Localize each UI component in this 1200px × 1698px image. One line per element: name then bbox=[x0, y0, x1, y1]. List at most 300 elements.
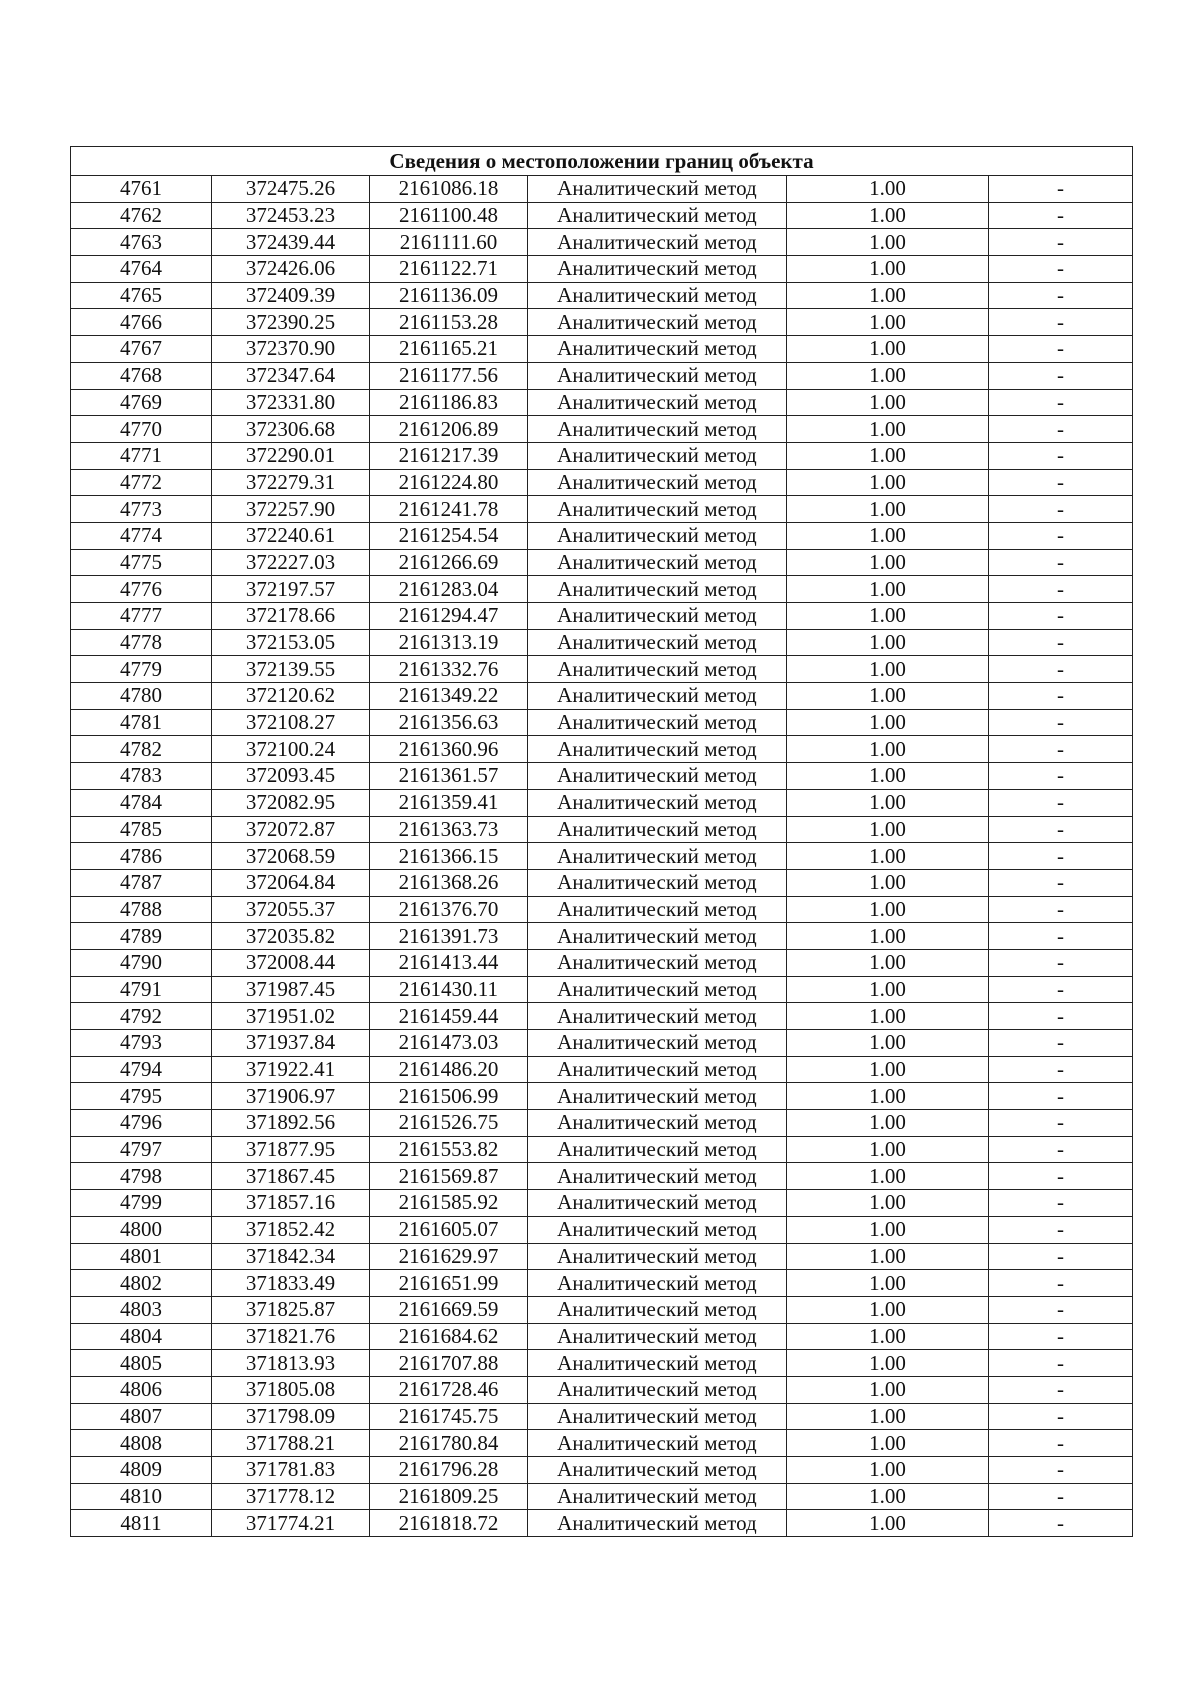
method-cell: Аналитический метод bbox=[528, 496, 787, 523]
x-coordinate-cell: 371825.87 bbox=[212, 1296, 370, 1323]
x-coordinate-cell: 372390.25 bbox=[212, 309, 370, 336]
accuracy-cell: 1.00 bbox=[787, 1296, 989, 1323]
x-coordinate-cell: 371922.41 bbox=[212, 1056, 370, 1083]
x-coordinate-cell: 372453.23 bbox=[212, 202, 370, 229]
accuracy-cell: 1.00 bbox=[787, 496, 989, 523]
description-cell: - bbox=[989, 949, 1133, 976]
y-coordinate-cell: 2161526.75 bbox=[370, 1110, 528, 1137]
description-cell: - bbox=[989, 763, 1133, 790]
table-row bbox=[71, 1030, 1133, 1057]
y-coordinate-cell: 2161506.99 bbox=[370, 1083, 528, 1110]
x-coordinate-cell: 372008.44 bbox=[212, 949, 370, 976]
point-number-cell: 4775 bbox=[71, 549, 212, 576]
point-number-cell: 4782 bbox=[71, 736, 212, 763]
description-cell: - bbox=[989, 389, 1133, 416]
accuracy-cell: 1.00 bbox=[787, 522, 989, 549]
method-cell: Аналитический метод bbox=[528, 256, 787, 283]
y-coordinate-cell: 2161605.07 bbox=[370, 1216, 528, 1243]
x-coordinate-cell: 371892.56 bbox=[212, 1110, 370, 1137]
y-coordinate-cell: 2161728.46 bbox=[370, 1376, 528, 1403]
accuracy-cell: 1.00 bbox=[787, 576, 989, 603]
table-row bbox=[71, 1323, 1133, 1350]
table-row bbox=[71, 789, 1133, 816]
table-row bbox=[71, 202, 1133, 229]
x-coordinate-cell: 372439.44 bbox=[212, 229, 370, 256]
table-row bbox=[71, 763, 1133, 790]
accuracy-cell: 1.00 bbox=[787, 1243, 989, 1270]
point-number-cell: 4787 bbox=[71, 869, 212, 896]
method-cell: Аналитический метод bbox=[528, 1483, 787, 1510]
method-cell: Аналитический метод bbox=[528, 1216, 787, 1243]
x-coordinate-cell: 371813.93 bbox=[212, 1350, 370, 1377]
y-coordinate-cell: 2161796.28 bbox=[370, 1457, 528, 1484]
point-number-cell: 4762 bbox=[71, 202, 212, 229]
point-number-cell: 4781 bbox=[71, 709, 212, 736]
point-number-cell: 4800 bbox=[71, 1216, 212, 1243]
table-row bbox=[71, 522, 1133, 549]
description-cell: - bbox=[989, 549, 1133, 576]
description-cell: - bbox=[989, 603, 1133, 630]
y-coordinate-cell: 2161266.69 bbox=[370, 549, 528, 576]
y-coordinate-cell: 2161569.87 bbox=[370, 1163, 528, 1190]
accuracy-cell: 1.00 bbox=[787, 416, 989, 443]
y-coordinate-cell: 2161206.89 bbox=[370, 416, 528, 443]
accuracy-cell: 1.00 bbox=[787, 336, 989, 363]
description-cell: - bbox=[989, 1083, 1133, 1110]
description-cell: - bbox=[989, 1323, 1133, 1350]
table-row bbox=[71, 1163, 1133, 1190]
x-coordinate-cell: 371798.09 bbox=[212, 1403, 370, 1430]
description-cell: - bbox=[989, 522, 1133, 549]
method-cell: Аналитический метод bbox=[528, 176, 787, 203]
point-number-cell: 4795 bbox=[71, 1083, 212, 1110]
y-coordinate-cell: 2161186.83 bbox=[370, 389, 528, 416]
y-coordinate-cell: 2161086.18 bbox=[370, 176, 528, 203]
point-number-cell: 4802 bbox=[71, 1270, 212, 1297]
accuracy-cell: 1.00 bbox=[787, 763, 989, 790]
boundary-coordinates-table bbox=[70, 146, 1133, 1537]
accuracy-cell: 1.00 bbox=[787, 709, 989, 736]
point-number-cell: 4770 bbox=[71, 416, 212, 443]
table-row bbox=[71, 176, 1133, 203]
point-number-cell: 4786 bbox=[71, 843, 212, 870]
table-row bbox=[71, 229, 1133, 256]
y-coordinate-cell: 2161669.59 bbox=[370, 1296, 528, 1323]
description-cell: - bbox=[989, 1056, 1133, 1083]
point-number-cell: 4778 bbox=[71, 629, 212, 656]
table-title-row bbox=[71, 147, 1133, 176]
table-row bbox=[71, 736, 1133, 763]
y-coordinate-cell: 2161349.22 bbox=[370, 683, 528, 710]
table-row bbox=[71, 469, 1133, 496]
table-row bbox=[71, 629, 1133, 656]
description-cell: - bbox=[989, 1376, 1133, 1403]
x-coordinate-cell: 372153.05 bbox=[212, 629, 370, 656]
x-coordinate-cell: 371877.95 bbox=[212, 1136, 370, 1163]
x-coordinate-cell: 371857.16 bbox=[212, 1190, 370, 1217]
y-coordinate-cell: 2161360.96 bbox=[370, 736, 528, 763]
point-number-cell: 4798 bbox=[71, 1163, 212, 1190]
point-number-cell: 4761 bbox=[71, 176, 212, 203]
point-number-cell: 4788 bbox=[71, 896, 212, 923]
table-row bbox=[71, 976, 1133, 1003]
y-coordinate-cell: 2161368.26 bbox=[370, 869, 528, 896]
x-coordinate-cell: 372035.82 bbox=[212, 923, 370, 950]
point-number-cell: 4804 bbox=[71, 1323, 212, 1350]
description-cell: - bbox=[989, 229, 1133, 256]
table-row bbox=[71, 1136, 1133, 1163]
y-coordinate-cell: 2161177.56 bbox=[370, 362, 528, 389]
method-cell: Аналитический метод bbox=[528, 416, 787, 443]
point-number-cell: 4771 bbox=[71, 442, 212, 469]
table-row bbox=[71, 1430, 1133, 1457]
table-row bbox=[71, 869, 1133, 896]
description-cell: - bbox=[989, 1350, 1133, 1377]
point-number-cell: 4793 bbox=[71, 1030, 212, 1057]
table-row bbox=[71, 816, 1133, 843]
accuracy-cell: 1.00 bbox=[787, 1136, 989, 1163]
table-row bbox=[71, 1056, 1133, 1083]
table-row bbox=[71, 362, 1133, 389]
description-cell: - bbox=[989, 683, 1133, 710]
x-coordinate-cell: 371833.49 bbox=[212, 1270, 370, 1297]
x-coordinate-cell: 371788.21 bbox=[212, 1430, 370, 1457]
point-number-cell: 4763 bbox=[71, 229, 212, 256]
table-row bbox=[71, 709, 1133, 736]
method-cell: Аналитический метод bbox=[528, 656, 787, 683]
table-row bbox=[71, 923, 1133, 950]
method-cell: Аналитический метод bbox=[528, 1243, 787, 1270]
table-row bbox=[71, 1083, 1133, 1110]
accuracy-cell: 1.00 bbox=[787, 1056, 989, 1083]
table-row bbox=[71, 1350, 1133, 1377]
accuracy-cell: 1.00 bbox=[787, 1216, 989, 1243]
x-coordinate-cell: 371842.34 bbox=[212, 1243, 370, 1270]
table-row bbox=[71, 843, 1133, 870]
x-coordinate-cell: 372227.03 bbox=[212, 549, 370, 576]
method-cell: Аналитический метод bbox=[528, 309, 787, 336]
y-coordinate-cell: 2161100.48 bbox=[370, 202, 528, 229]
y-coordinate-cell: 2161780.84 bbox=[370, 1430, 528, 1457]
y-coordinate-cell: 2161363.73 bbox=[370, 816, 528, 843]
y-coordinate-cell: 2161359.41 bbox=[370, 789, 528, 816]
x-coordinate-cell: 371906.97 bbox=[212, 1083, 370, 1110]
point-number-cell: 4796 bbox=[71, 1110, 212, 1137]
accuracy-cell: 1.00 bbox=[787, 789, 989, 816]
point-number-cell: 4773 bbox=[71, 496, 212, 523]
accuracy-cell: 1.00 bbox=[787, 282, 989, 309]
x-coordinate-cell: 372197.57 bbox=[212, 576, 370, 603]
description-cell: - bbox=[989, 176, 1133, 203]
table-row bbox=[71, 656, 1133, 683]
table-title: Сведения о местоположении границ объекта bbox=[71, 147, 1133, 176]
y-coordinate-cell: 2161391.73 bbox=[370, 923, 528, 950]
accuracy-cell: 1.00 bbox=[787, 736, 989, 763]
x-coordinate-cell: 371778.12 bbox=[212, 1483, 370, 1510]
method-cell: Аналитический метод bbox=[528, 843, 787, 870]
accuracy-cell: 1.00 bbox=[787, 843, 989, 870]
description-cell: - bbox=[989, 923, 1133, 950]
x-coordinate-cell: 372068.59 bbox=[212, 843, 370, 870]
point-number-cell: 4809 bbox=[71, 1457, 212, 1484]
method-cell: Аналитический метод bbox=[528, 1083, 787, 1110]
description-cell: - bbox=[989, 336, 1133, 363]
table-row bbox=[71, 1403, 1133, 1430]
point-number-cell: 4783 bbox=[71, 763, 212, 790]
method-cell: Аналитический метод bbox=[528, 389, 787, 416]
point-number-cell: 4766 bbox=[71, 309, 212, 336]
description-cell: - bbox=[989, 1430, 1133, 1457]
point-number-cell: 4794 bbox=[71, 1056, 212, 1083]
method-cell: Аналитический метод bbox=[528, 1056, 787, 1083]
method-cell: Аналитический метод bbox=[528, 202, 787, 229]
point-number-cell: 4807 bbox=[71, 1403, 212, 1430]
method-cell: Аналитический метод bbox=[528, 442, 787, 469]
x-coordinate-cell: 372331.80 bbox=[212, 389, 370, 416]
description-cell: - bbox=[989, 629, 1133, 656]
table-row bbox=[71, 256, 1133, 283]
accuracy-cell: 1.00 bbox=[787, 1457, 989, 1484]
method-cell: Аналитический метод bbox=[528, 1323, 787, 1350]
table-row bbox=[71, 549, 1133, 576]
method-cell: Аналитический метод bbox=[528, 709, 787, 736]
accuracy-cell: 1.00 bbox=[787, 1270, 989, 1297]
y-coordinate-cell: 2161430.11 bbox=[370, 976, 528, 1003]
point-number-cell: 4791 bbox=[71, 976, 212, 1003]
table-row bbox=[71, 683, 1133, 710]
method-cell: Аналитический метод bbox=[528, 1190, 787, 1217]
x-coordinate-cell: 372100.24 bbox=[212, 736, 370, 763]
description-cell: - bbox=[989, 1030, 1133, 1057]
description-cell: - bbox=[989, 1190, 1133, 1217]
accuracy-cell: 1.00 bbox=[787, 176, 989, 203]
method-cell: Аналитический метод bbox=[528, 576, 787, 603]
accuracy-cell: 1.00 bbox=[787, 1030, 989, 1057]
method-cell: Аналитический метод bbox=[528, 816, 787, 843]
accuracy-cell: 1.00 bbox=[787, 923, 989, 950]
method-cell: Аналитический метод bbox=[528, 683, 787, 710]
method-cell: Аналитический метод bbox=[528, 763, 787, 790]
accuracy-cell: 1.00 bbox=[787, 1110, 989, 1137]
method-cell: Аналитический метод bbox=[528, 603, 787, 630]
description-cell: - bbox=[989, 576, 1133, 603]
point-number-cell: 4790 bbox=[71, 949, 212, 976]
method-cell: Аналитический метод bbox=[528, 1350, 787, 1377]
y-coordinate-cell: 2161745.75 bbox=[370, 1403, 528, 1430]
y-coordinate-cell: 2161809.25 bbox=[370, 1483, 528, 1510]
method-cell: Аналитический метод bbox=[528, 1163, 787, 1190]
point-number-cell: 4805 bbox=[71, 1350, 212, 1377]
point-number-cell: 4785 bbox=[71, 816, 212, 843]
description-cell: - bbox=[989, 282, 1133, 309]
method-cell: Аналитический метод bbox=[528, 1457, 787, 1484]
y-coordinate-cell: 2161217.39 bbox=[370, 442, 528, 469]
method-cell: Аналитический метод bbox=[528, 1003, 787, 1030]
y-coordinate-cell: 2161376.70 bbox=[370, 896, 528, 923]
y-coordinate-cell: 2161165.21 bbox=[370, 336, 528, 363]
table-row bbox=[71, 1003, 1133, 1030]
x-coordinate-cell: 372120.62 bbox=[212, 683, 370, 710]
accuracy-cell: 1.00 bbox=[787, 629, 989, 656]
table-row bbox=[71, 416, 1133, 443]
accuracy-cell: 1.00 bbox=[787, 1083, 989, 1110]
accuracy-cell: 1.00 bbox=[787, 362, 989, 389]
x-coordinate-cell: 371821.76 bbox=[212, 1323, 370, 1350]
x-coordinate-cell: 372139.55 bbox=[212, 656, 370, 683]
accuracy-cell: 1.00 bbox=[787, 656, 989, 683]
table-row bbox=[71, 336, 1133, 363]
accuracy-cell: 1.00 bbox=[787, 869, 989, 896]
method-cell: Аналитический метод bbox=[528, 1296, 787, 1323]
method-cell: Аналитический метод bbox=[528, 1110, 787, 1137]
description-cell: - bbox=[989, 1510, 1133, 1537]
table-row bbox=[71, 1270, 1133, 1297]
point-number-cell: 4777 bbox=[71, 603, 212, 630]
table-row bbox=[71, 1457, 1133, 1484]
accuracy-cell: 1.00 bbox=[787, 683, 989, 710]
x-coordinate-cell: 372426.06 bbox=[212, 256, 370, 283]
description-cell: - bbox=[989, 896, 1133, 923]
point-number-cell: 4806 bbox=[71, 1376, 212, 1403]
point-number-cell: 4792 bbox=[71, 1003, 212, 1030]
point-number-cell: 4779 bbox=[71, 656, 212, 683]
method-cell: Аналитический метод bbox=[528, 1136, 787, 1163]
point-number-cell: 4772 bbox=[71, 469, 212, 496]
y-coordinate-cell: 2161413.44 bbox=[370, 949, 528, 976]
point-number-cell: 4765 bbox=[71, 282, 212, 309]
x-coordinate-cell: 372347.64 bbox=[212, 362, 370, 389]
y-coordinate-cell: 2161294.47 bbox=[370, 603, 528, 630]
description-cell: - bbox=[989, 1136, 1133, 1163]
description-cell: - bbox=[989, 1216, 1133, 1243]
table-row bbox=[71, 1216, 1133, 1243]
accuracy-cell: 1.00 bbox=[787, 202, 989, 229]
x-coordinate-cell: 371774.21 bbox=[212, 1510, 370, 1537]
x-coordinate-cell: 372240.61 bbox=[212, 522, 370, 549]
description-cell: - bbox=[989, 469, 1133, 496]
accuracy-cell: 1.00 bbox=[787, 1003, 989, 1030]
description-cell: - bbox=[989, 1243, 1133, 1270]
point-number-cell: 4767 bbox=[71, 336, 212, 363]
y-coordinate-cell: 2161585.92 bbox=[370, 1190, 528, 1217]
accuracy-cell: 1.00 bbox=[787, 1323, 989, 1350]
accuracy-cell: 1.00 bbox=[787, 389, 989, 416]
accuracy-cell: 1.00 bbox=[787, 1510, 989, 1537]
x-coordinate-cell: 372093.45 bbox=[212, 763, 370, 790]
point-number-cell: 4776 bbox=[71, 576, 212, 603]
y-coordinate-cell: 2161818.72 bbox=[370, 1510, 528, 1537]
description-cell: - bbox=[989, 1483, 1133, 1510]
method-cell: Аналитический метод bbox=[528, 789, 787, 816]
method-cell: Аналитический метод bbox=[528, 1270, 787, 1297]
point-number-cell: 4799 bbox=[71, 1190, 212, 1217]
x-coordinate-cell: 372370.90 bbox=[212, 336, 370, 363]
y-coordinate-cell: 2161473.03 bbox=[370, 1030, 528, 1057]
table-row bbox=[71, 496, 1133, 523]
description-cell: - bbox=[989, 1270, 1133, 1297]
x-coordinate-cell: 372072.87 bbox=[212, 816, 370, 843]
method-cell: Аналитический метод bbox=[528, 896, 787, 923]
table-row bbox=[71, 389, 1133, 416]
y-coordinate-cell: 2161361.57 bbox=[370, 763, 528, 790]
method-cell: Аналитический метод bbox=[528, 469, 787, 496]
method-cell: Аналитический метод bbox=[528, 736, 787, 763]
point-number-cell: 4768 bbox=[71, 362, 212, 389]
document-page bbox=[70, 146, 1132, 1537]
table-row bbox=[71, 1296, 1133, 1323]
table-row bbox=[71, 949, 1133, 976]
x-coordinate-cell: 372064.84 bbox=[212, 869, 370, 896]
x-coordinate-cell: 371987.45 bbox=[212, 976, 370, 1003]
x-coordinate-cell: 372082.95 bbox=[212, 789, 370, 816]
point-number-cell: 4769 bbox=[71, 389, 212, 416]
accuracy-cell: 1.00 bbox=[787, 1190, 989, 1217]
accuracy-cell: 1.00 bbox=[787, 976, 989, 1003]
table-row bbox=[71, 1190, 1133, 1217]
table-row bbox=[71, 576, 1133, 603]
table-row bbox=[71, 1243, 1133, 1270]
method-cell: Аналитический метод bbox=[528, 522, 787, 549]
accuracy-cell: 1.00 bbox=[787, 949, 989, 976]
description-cell: - bbox=[989, 1403, 1133, 1430]
y-coordinate-cell: 2161283.04 bbox=[370, 576, 528, 603]
description-cell: - bbox=[989, 816, 1133, 843]
point-number-cell: 4780 bbox=[71, 683, 212, 710]
description-cell: - bbox=[989, 1296, 1133, 1323]
description-cell: - bbox=[989, 976, 1133, 1003]
table-row bbox=[71, 1376, 1133, 1403]
description-cell: - bbox=[989, 1163, 1133, 1190]
description-cell: - bbox=[989, 1457, 1133, 1484]
point-number-cell: 4784 bbox=[71, 789, 212, 816]
description-cell: - bbox=[989, 709, 1133, 736]
y-coordinate-cell: 2161356.63 bbox=[370, 709, 528, 736]
accuracy-cell: 1.00 bbox=[787, 1350, 989, 1377]
y-coordinate-cell: 2161629.97 bbox=[370, 1243, 528, 1270]
accuracy-cell: 1.00 bbox=[787, 1483, 989, 1510]
accuracy-cell: 1.00 bbox=[787, 309, 989, 336]
x-coordinate-cell: 371867.45 bbox=[212, 1163, 370, 1190]
method-cell: Аналитический метод bbox=[528, 976, 787, 1003]
x-coordinate-cell: 371781.83 bbox=[212, 1457, 370, 1484]
y-coordinate-cell: 2161241.78 bbox=[370, 496, 528, 523]
description-cell: - bbox=[989, 869, 1133, 896]
method-cell: Аналитический метод bbox=[528, 1430, 787, 1457]
x-coordinate-cell: 371937.84 bbox=[212, 1030, 370, 1057]
description-cell: - bbox=[989, 656, 1133, 683]
point-number-cell: 4808 bbox=[71, 1430, 212, 1457]
table-row bbox=[71, 442, 1133, 469]
description-cell: - bbox=[989, 1110, 1133, 1137]
x-coordinate-cell: 372409.39 bbox=[212, 282, 370, 309]
description-cell: - bbox=[989, 202, 1133, 229]
accuracy-cell: 1.00 bbox=[787, 603, 989, 630]
method-cell: Аналитический метод bbox=[528, 1030, 787, 1057]
table-row bbox=[71, 1483, 1133, 1510]
method-cell: Аналитический метод bbox=[528, 629, 787, 656]
point-number-cell: 4789 bbox=[71, 923, 212, 950]
accuracy-cell: 1.00 bbox=[787, 896, 989, 923]
x-coordinate-cell: 372178.66 bbox=[212, 603, 370, 630]
accuracy-cell: 1.00 bbox=[787, 229, 989, 256]
y-coordinate-cell: 2161111.60 bbox=[370, 229, 528, 256]
x-coordinate-cell: 372257.90 bbox=[212, 496, 370, 523]
method-cell: Аналитический метод bbox=[528, 549, 787, 576]
y-coordinate-cell: 2161224.80 bbox=[370, 469, 528, 496]
table-row bbox=[71, 309, 1133, 336]
y-coordinate-cell: 2161153.28 bbox=[370, 309, 528, 336]
method-cell: Аналитический метод bbox=[528, 229, 787, 256]
